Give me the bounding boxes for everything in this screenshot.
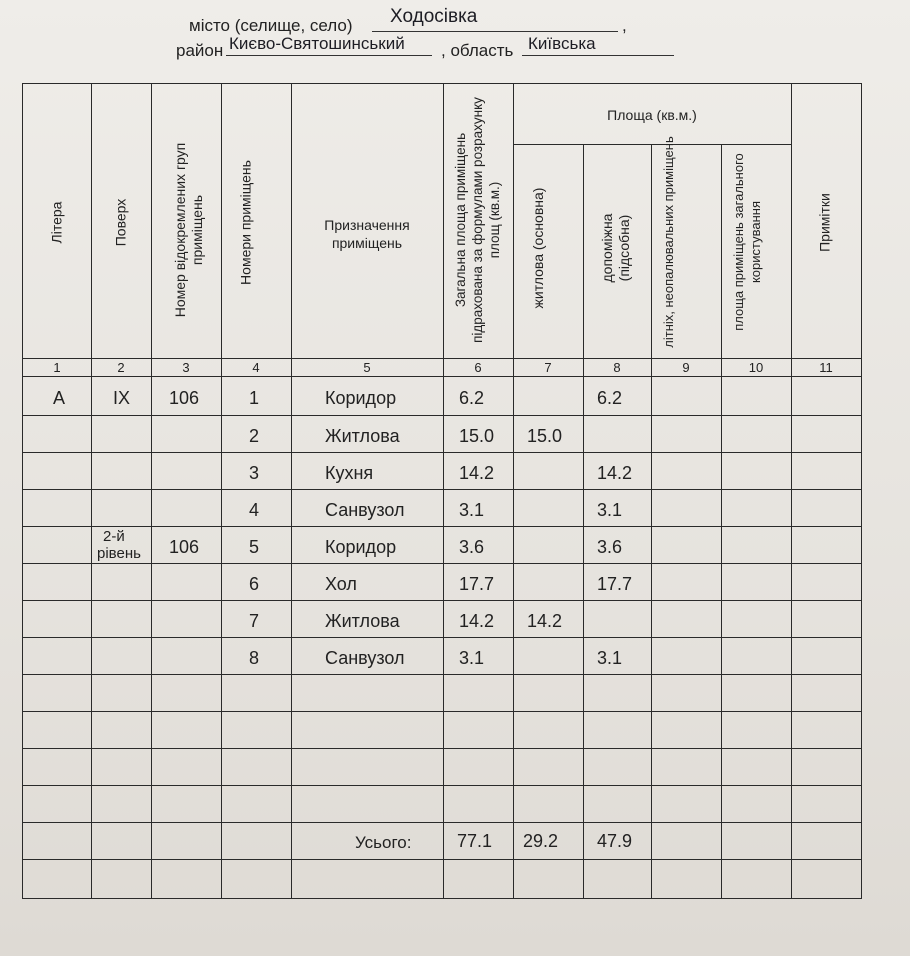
table-cell-total: 3.6 bbox=[459, 537, 485, 557]
table-cell-purpose: Кухня bbox=[325, 463, 374, 483]
totals-total: 77.1 bbox=[457, 831, 493, 851]
table-cell-purpose: Санвузол bbox=[325, 500, 405, 520]
table-cell-number: 3 bbox=[249, 463, 260, 483]
table-cell-aux: 6.2 bbox=[597, 388, 623, 408]
table-cell-purpose: Коридор bbox=[325, 388, 397, 408]
table-cell-group: 106 bbox=[169, 388, 200, 408]
table-cell-number: 2 bbox=[249, 426, 260, 446]
region-value: Київська bbox=[528, 34, 596, 53]
district-value: Києво-Святошинський bbox=[229, 34, 405, 53]
table-cell-living: 15.0 bbox=[527, 426, 563, 446]
table-cell-living: 14.2 bbox=[527, 611, 563, 631]
table-cell-number: 7 bbox=[249, 611, 260, 631]
table-cell-number: 8 bbox=[249, 648, 260, 668]
table-cell-number: 1 bbox=[249, 388, 260, 408]
table-cell-total: 3.1 bbox=[459, 648, 485, 668]
rooms-table bbox=[22, 83, 862, 899]
col-header-poverkh: Поверх bbox=[112, 198, 129, 247]
table-cell-total: 14.2 bbox=[459, 463, 495, 483]
col-header-living: житлова (основна) bbox=[530, 187, 546, 309]
col-header-purpose: Призначення приміщень bbox=[324, 217, 410, 251]
table-cell-purpose: Житлова bbox=[325, 611, 400, 631]
table-cell-aux: 3.1 bbox=[597, 500, 623, 520]
table-cell-aux: 14.2 bbox=[597, 463, 633, 483]
table-cell-purpose: Коридор bbox=[325, 537, 397, 557]
col-num: 4 bbox=[252, 360, 260, 375]
col-header-auxiliary: допоміжна (підсобна) bbox=[599, 213, 632, 283]
district-underline bbox=[226, 55, 432, 56]
col-num: 6 bbox=[474, 360, 482, 375]
col-header-area-group: Площа (кв.м.) bbox=[607, 107, 697, 123]
table-cell-purpose: Санвузол bbox=[325, 648, 405, 668]
totals-living: 29.2 bbox=[523, 831, 559, 851]
table-cell-number: 4 bbox=[249, 500, 260, 520]
region-label: , область bbox=[441, 41, 514, 60]
table-cell-purpose: Хол bbox=[325, 574, 357, 594]
city-label: місто (селище, село) bbox=[189, 16, 353, 35]
city-value: Ходосівка bbox=[390, 6, 478, 27]
region-underline bbox=[522, 55, 674, 56]
table-cell-poverkh: ІХ bbox=[113, 388, 131, 408]
table-cell-poverkh-line2: рівень bbox=[97, 545, 141, 562]
totals-label: Усього: bbox=[355, 833, 412, 852]
table-cell-total: 17.7 bbox=[459, 574, 495, 594]
col-num: 5 bbox=[363, 360, 371, 375]
col-header-litera: Літера bbox=[48, 201, 65, 244]
col-header-room-numbers: Номери приміщень bbox=[237, 160, 254, 285]
col-header-common-use: площа приміщень загального користування bbox=[731, 153, 763, 331]
table-cell-aux: 3.1 bbox=[597, 648, 623, 668]
district-label: район bbox=[176, 41, 224, 60]
table-cell-poverkh-line1: 2-й bbox=[103, 528, 125, 545]
col-num: 11 bbox=[819, 360, 833, 375]
col-num: 1 bbox=[53, 360, 61, 375]
col-num: 8 bbox=[613, 360, 621, 375]
table-cell-group: 106 bbox=[169, 537, 200, 557]
table-cell-litera: А bbox=[53, 388, 66, 408]
table-cell-purpose: Житлова bbox=[325, 426, 400, 446]
table-cell-number: 5 bbox=[249, 537, 260, 557]
table-cell-aux: 3.6 bbox=[597, 537, 623, 557]
col-header-group: Номер відокремлених груп приміщень bbox=[172, 142, 205, 318]
col-header-total-area: Загальна площа приміщень підрахована за формулами розрахунку площ (кв.м.) bbox=[453, 97, 502, 343]
col-num: 7 bbox=[544, 360, 552, 375]
table-cell-number: 6 bbox=[249, 574, 260, 594]
city-comma: , bbox=[622, 16, 627, 35]
col-num: 10 bbox=[748, 360, 764, 375]
table-cell-total: 6.2 bbox=[459, 388, 485, 408]
table-cell-total: 15.0 bbox=[459, 426, 495, 446]
table-cell-aux: 17.7 bbox=[597, 574, 633, 594]
city-underline bbox=[372, 31, 618, 32]
table-cell-total: 14.2 bbox=[459, 611, 495, 631]
col-num: 2 bbox=[117, 360, 125, 375]
col-num: 3 bbox=[182, 360, 190, 375]
col-num: 9 bbox=[682, 360, 690, 375]
table-cell-total: 3.1 bbox=[459, 500, 485, 520]
col-header-notes: Примітки bbox=[816, 193, 833, 252]
col-header-summer: літніх, неопалювальних приміщень bbox=[661, 136, 676, 348]
totals-aux: 47.9 bbox=[597, 831, 633, 851]
